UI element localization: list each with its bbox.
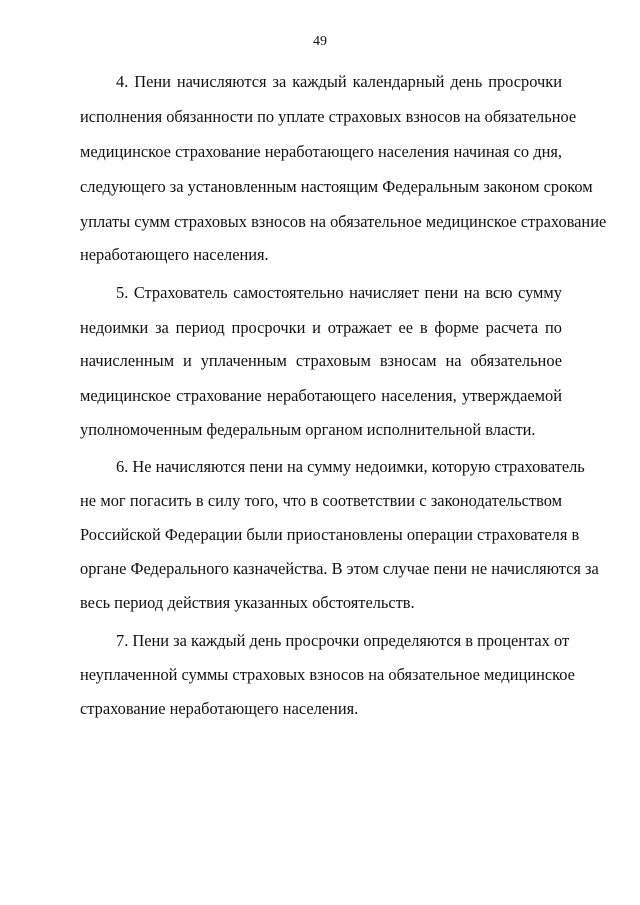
paragraph-7-line-3: страхование неработающего населения. (80, 699, 359, 718)
paragraph-5-line-4: медицинское страхование неработающего населения, утверждаемой (80, 386, 562, 405)
paragraph-7-line-2: неуплаченной суммы страховых взносов на обязательное медицинское (80, 665, 575, 684)
paragraph-4-line-3: медицинское страхование неработающего населения начиная со дня, (80, 142, 562, 161)
paragraph-6-line-4: органе Федерального казначейства. В этом случае пени не начисляются за (80, 559, 599, 578)
paragraph-4-line-6: неработающего населения. (80, 245, 269, 264)
paragraph-6-line-3: Российской Федерации были приостановлены операции страхователя в (80, 525, 580, 544)
paragraph-5-line-5: уполномоченным федеральным органом исполнительной власти. (80, 420, 536, 439)
paragraph-4-line-1: 4. Пени начисляются за каждый календарный день просрочки (116, 72, 562, 91)
paragraph-6-line-1: 6. Не начисляются пени на сумму недоимки, которую страхователь (116, 457, 585, 476)
page-number: 49 (313, 34, 327, 49)
paragraph-4-line-2: исполнения обязанности по уплате страховых взносов на обязательное (80, 107, 577, 126)
paragraph-5-line-2: недоимки за период просрочки и отражает ее в форме расчета по (80, 318, 562, 337)
paragraph-5-line-3: начисленным и уплаченным страховым взносам на обязательное (80, 351, 562, 370)
paragraph-6-line-5: весь период действия указанных обстоятельств. (80, 593, 415, 612)
paragraph-6-line-2: не мог погасить в силу того, что в соответствии с законодательством (80, 491, 562, 510)
paragraph-5-line-1: 5. Страхователь самостоятельно начисляет пени на всю сумму (116, 283, 562, 302)
paragraph-4-line-5: уплаты сумм страховых взносов на обязательное медицинское страхование (80, 212, 607, 231)
paragraph-4-line-4: следующего за установленным настоящим Федеральным законом сроком (80, 177, 593, 196)
paragraph-7-line-1: 7. Пени за каждый день просрочки определяются в процентах от (116, 631, 570, 650)
